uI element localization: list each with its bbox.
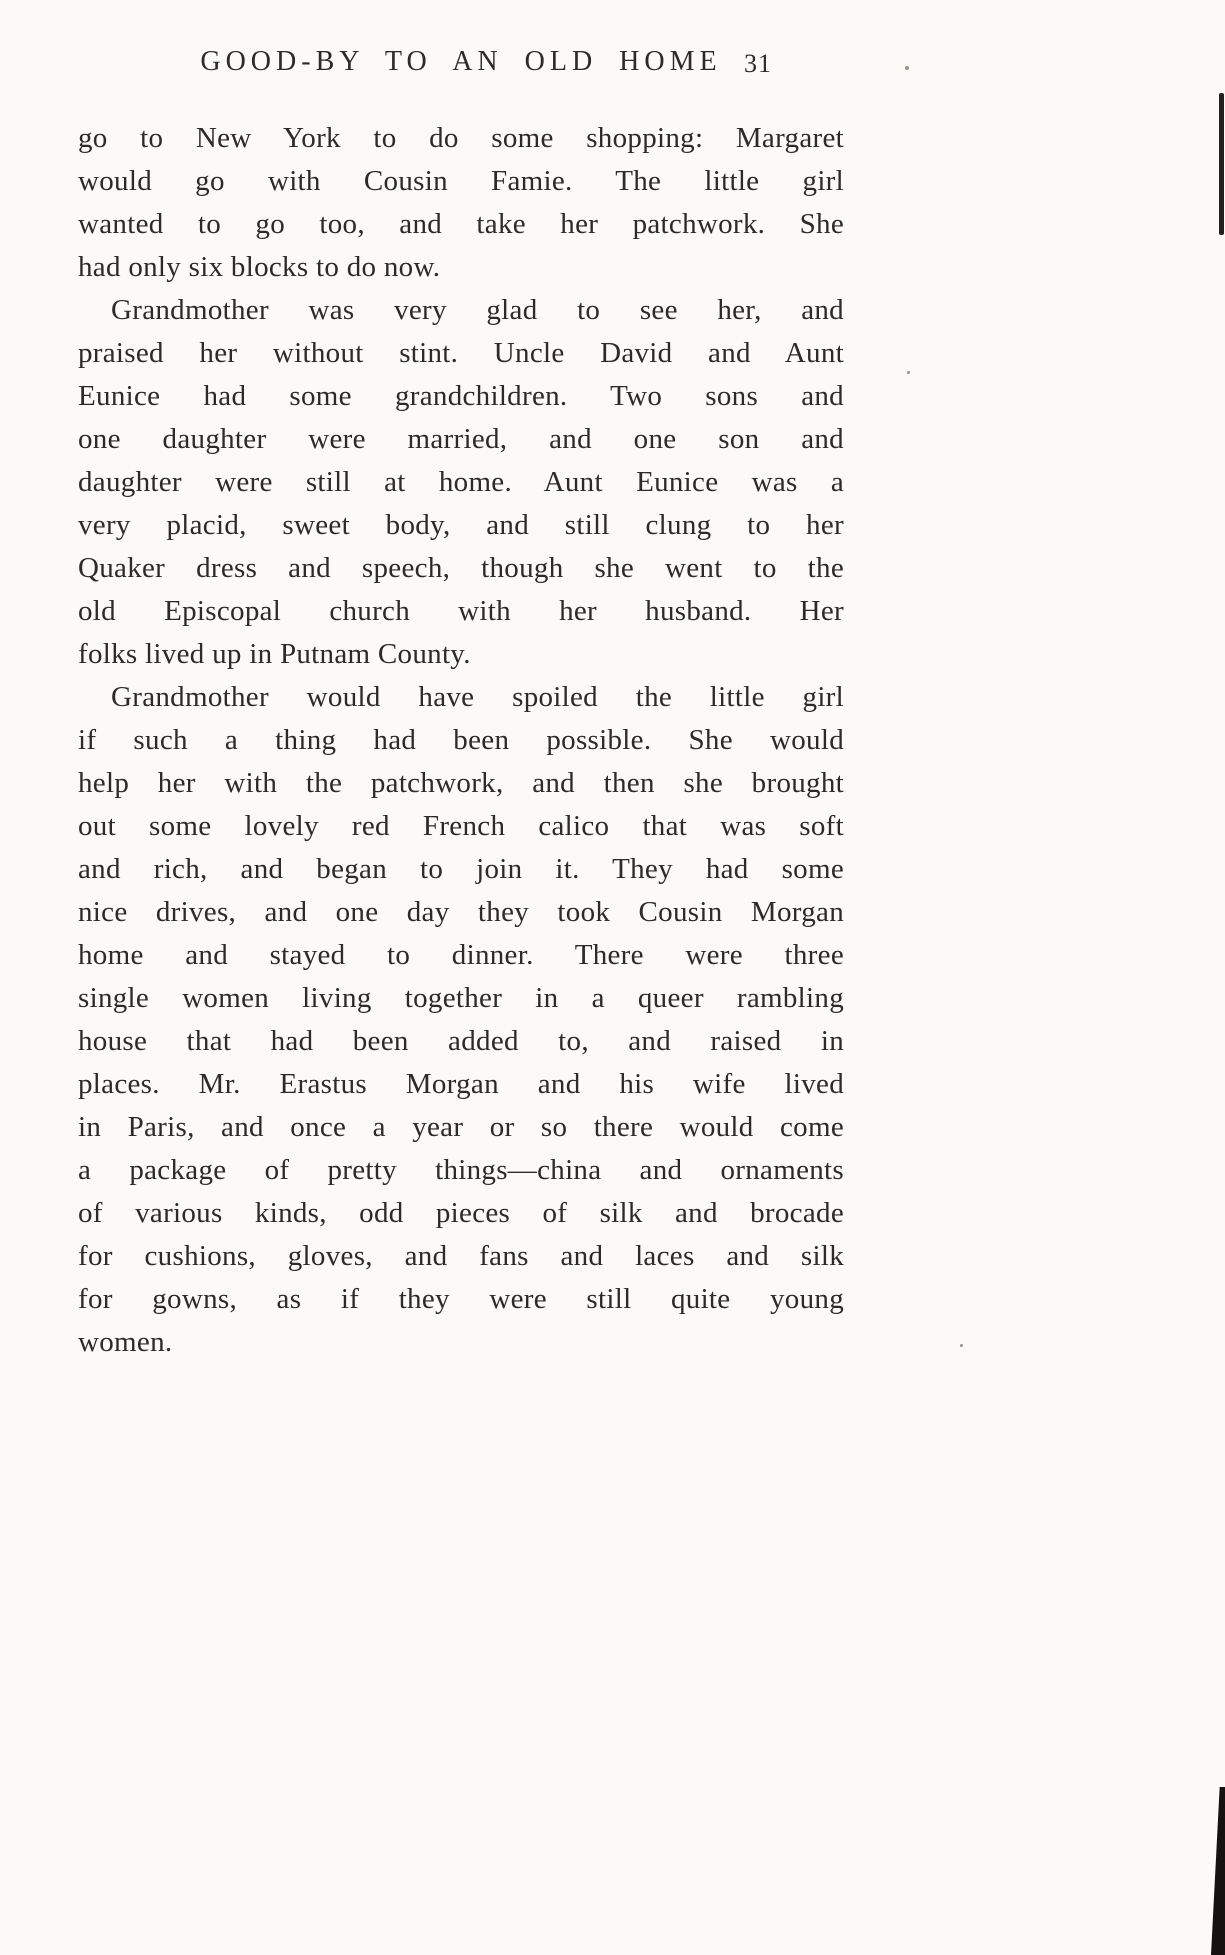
scan-speck — [960, 1344, 963, 1347]
text-line: folks lived up in Putnam County. — [78, 638, 471, 670]
text-line: women. — [78, 1326, 173, 1358]
text-line: places. Mr. Erastus Morgan and his wife lived — [78, 1068, 844, 1100]
text-line: help her with the patchwork, and then she brought — [78, 767, 844, 799]
text-line: Eunice had some grandchildren. Two sons and — [78, 380, 844, 412]
text-line: one daughter were married, and one son and — [78, 423, 844, 455]
text-line: for cushions, gloves, and fans and laces and silk — [78, 1240, 844, 1272]
text-line: Quaker dress and speech, though she went to the — [78, 552, 844, 584]
text-line: nice drives, and one day they took Cousin Morgan — [78, 896, 844, 928]
text-line: would go with Cousin Famie. The little girl — [78, 165, 844, 197]
scan-edge-artifact-top — [1219, 93, 1224, 235]
running-header — [78, 46, 844, 86]
text-line: very placid, sweet body, and still clung to her — [78, 509, 844, 541]
text-line: if such a thing had been possible. She would — [78, 724, 844, 756]
page-number: 31 — [744, 49, 772, 78]
text-line: single women living together in a queer rambling — [78, 982, 844, 1014]
paragraph — [78, 676, 844, 1364]
text-line: for gowns, as if they were still quite young — [78, 1283, 844, 1315]
paragraph — [78, 117, 844, 289]
text-line: daughter were still at home. Aunt Eunice was a — [78, 466, 844, 498]
text-line: house that had been added to, and raised in — [78, 1025, 844, 1057]
scan-speck — [905, 66, 909, 70]
text-line: a package of pretty things—china and ornaments — [78, 1154, 844, 1186]
text-line: had only six blocks to do now. — [78, 251, 441, 283]
chapter-title: GOOD-BY TO AN OLD HOME — [200, 46, 722, 77]
text-line: out some lovely red French calico that was soft — [78, 810, 844, 842]
text-line: praised her without stint. Uncle David and Aunt — [78, 337, 844, 369]
text-line: home and stayed to dinner. There were three — [78, 939, 844, 971]
scan-edge-artifact-bottom — [1211, 1787, 1225, 1955]
text-line: and rich, and began to join it. They had some — [78, 853, 844, 885]
scan-speck — [907, 371, 910, 374]
text-line: in Paris, and once a year or so there would come — [78, 1111, 844, 1143]
text-line: wanted to go too, and take her patchwork. She — [78, 208, 844, 240]
text-line: Grandmother was very glad to see her, and — [111, 294, 844, 326]
paragraph — [78, 289, 844, 676]
page-text — [78, 117, 844, 1364]
text-line: old Episcopal church with her husband. Her — [78, 595, 844, 627]
text-line: Grandmother would have spoiled the little girl — [111, 681, 844, 713]
text-line: of various kinds, odd pieces of silk and brocade — [78, 1197, 844, 1229]
text-line: go to New York to do some shopping: Margaret — [78, 122, 844, 154]
